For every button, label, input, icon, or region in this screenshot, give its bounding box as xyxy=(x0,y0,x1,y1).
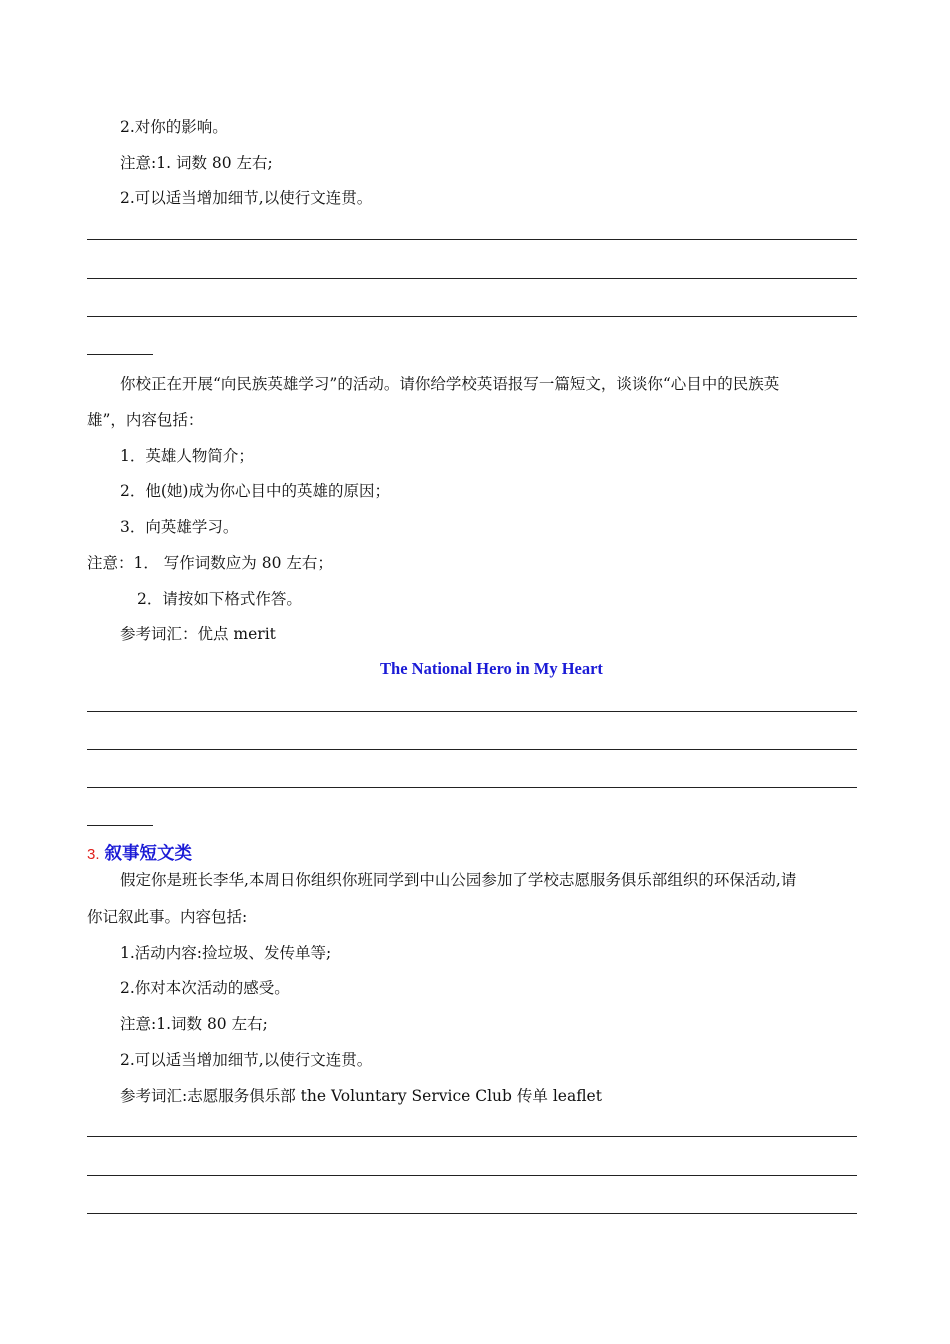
section-title: 叙事短文类 xyxy=(104,844,192,864)
part3-vocab: 参考词汇:志愿服务俱乐部 the Voluntary Service Club 传单 leaflet xyxy=(120,1087,602,1105)
answer-line xyxy=(87,1213,857,1214)
part2-item-3: 3．向英雄学习。 xyxy=(120,518,239,536)
answer-line-end xyxy=(87,354,153,355)
part1-item-2: 2.对你的影响。 xyxy=(120,118,228,136)
part2-intro-line-2: 雄”，内容包括： xyxy=(87,411,204,429)
answer-line xyxy=(87,239,857,240)
answer-line xyxy=(87,1136,857,1137)
part3-note-1: 注意:1.词数 80 左右; xyxy=(120,1015,268,1033)
section-heading xyxy=(87,844,192,865)
part2-note-1: 注意：1． 写作词数应为 80 左右； xyxy=(87,554,333,572)
part2-vocab: 参考词汇：优点 merit xyxy=(120,625,276,643)
answer-line xyxy=(87,787,857,788)
answer-line-end xyxy=(87,825,153,826)
essay-title: The National Hero in My Heart xyxy=(380,659,603,678)
part3-item-2: 2.你对本次活动的感受。 xyxy=(120,979,290,997)
part3-item-1: 1.活动内容:捡垃圾、发传单等; xyxy=(120,944,332,962)
section-number: 3. xyxy=(87,846,100,863)
answer-line xyxy=(87,1175,857,1176)
part1-note-1: 注意:1. 词数 80 左右; xyxy=(120,154,273,172)
answer-line xyxy=(87,711,857,712)
part2-item-1: 1．英雄人物简介； xyxy=(120,447,254,465)
part3-intro-line-2: 你记叙此事。内容包括: xyxy=(87,908,248,926)
part2-item-2: 2．他(她)成为你心目中的英雄的原因； xyxy=(120,482,390,500)
answer-line xyxy=(87,316,857,317)
part3-note-2: 2.可以适当增加细节,以使行文连贯。 xyxy=(120,1051,373,1069)
part2-note-2: 2．请按如下格式作答。 xyxy=(137,590,302,608)
part3-intro-line-1: 假定你是班长李华,本周日你组织你班同学到中山公园参加了学校志愿服务俱乐部组织的环保活动,请 xyxy=(120,871,797,889)
part1-note-2: 2.可以适当增加细节,以使行文连贯。 xyxy=(120,189,373,207)
answer-line xyxy=(87,278,857,279)
part2-intro-line-1: 你校正在开展“向民族英雄学习”的活动。请你给学校英语报写一篇短文，谈谈你“心目中的民族英 xyxy=(120,375,780,393)
answer-line xyxy=(87,749,857,750)
